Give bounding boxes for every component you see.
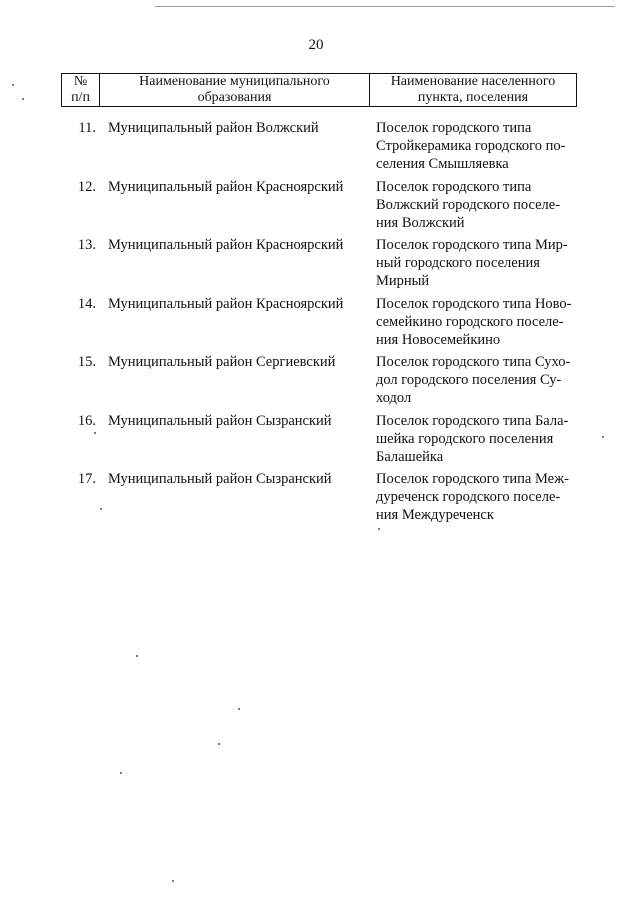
scan-speck [238, 708, 240, 710]
row-settlement [376, 412, 586, 466]
header-settlement-label: Наименование населенного пункта, поселения [390, 74, 556, 105]
scan-speck [94, 432, 96, 434]
row-settlement [376, 236, 586, 290]
settlement-line: шейка городского поселения [376, 430, 554, 447]
row-municipality: Муниципальный район Сызранский [108, 412, 332, 429]
settlement-line: Стройкерамика городского по- [376, 138, 566, 154]
settlement-line: Поселок городского типа Мир- [376, 237, 568, 253]
settlement-line: ния Междуреченск [376, 507, 494, 523]
settlement-line: дуреченск городского поселе- [376, 489, 561, 505]
table-row [0, 353, 632, 412]
row-municipality: Муниципальный район Красноярский [108, 178, 344, 195]
settlement-line: Балашейка [376, 448, 444, 465]
settlement-line: ния Волжский [376, 214, 465, 231]
table-row [0, 412, 632, 471]
header-number-cell [62, 74, 100, 106]
header-number-label: № п/п [71, 74, 90, 105]
settlement-line: ный городского поселения [376, 255, 540, 271]
page-number: 20 [308, 37, 324, 53]
row-number: 13. [77, 237, 96, 253]
row-number: 12. [77, 178, 96, 195]
settlement-line: Поселок городского типа Ново- [376, 295, 572, 312]
table-body [0, 119, 632, 529]
row-number: 11. [78, 120, 96, 136]
row-number: 17. [77, 471, 96, 487]
settlement-line: ходол [376, 390, 412, 406]
header-municipality-label: Наименование муниципального образования [139, 74, 330, 105]
settlement-line: Волжский городского поселе- [376, 196, 561, 213]
table-row [0, 119, 632, 178]
scan-speck [378, 528, 380, 530]
row-settlement [376, 178, 586, 232]
scan-speck [218, 743, 220, 745]
settlement-line: Поселок городского типа Сухо- [376, 354, 571, 370]
settlement-line: Поселок городского типа Меж- [376, 471, 569, 487]
table-row [0, 178, 632, 237]
row-municipality: Муниципальный район Красноярский [108, 295, 344, 312]
settlement-line: селения Смышляевка [376, 156, 509, 172]
header-municipality-cell [100, 74, 370, 106]
settlement-line: ния Новосемейкино [376, 331, 501, 348]
settlement-line: Поселок городского типа [376, 120, 532, 136]
settlement-line: Поселок городского типа Бала- [376, 412, 569, 429]
row-number: 14. [77, 295, 96, 312]
table-header [61, 73, 577, 107]
row-municipality: Муниципальный район Красноярский [108, 237, 344, 253]
row-settlement [376, 470, 586, 524]
settlement-line: дол городского поселения Су- [376, 372, 562, 388]
scan-speck [136, 655, 138, 657]
scan-speck [22, 98, 24, 100]
row-municipality: Муниципальный район Волжский [108, 120, 319, 136]
scan-speck [172, 880, 174, 882]
row-number: 15. [77, 354, 96, 370]
settlement-line: Поселок городского типа [376, 178, 532, 195]
table-row [0, 470, 632, 529]
scan-speck [120, 772, 122, 774]
row-municipality: Муниципальный район Сергиевский [108, 354, 336, 370]
scan-speck [100, 508, 102, 510]
header-settlement-cell [370, 74, 576, 106]
settlement-line: семейкино городского поселе- [376, 313, 564, 330]
row-number: 16. [77, 412, 96, 429]
row-municipality: Муниципальный район Сызранский [108, 471, 332, 487]
row-settlement [376, 119, 586, 173]
top-scan-line [155, 6, 615, 7]
settlement-line: Мирный [376, 273, 430, 289]
table-row [0, 295, 632, 354]
table-row [0, 236, 632, 295]
scan-speck [602, 436, 604, 438]
row-settlement [376, 353, 586, 407]
scan-speck [12, 84, 14, 86]
row-settlement [376, 295, 586, 349]
